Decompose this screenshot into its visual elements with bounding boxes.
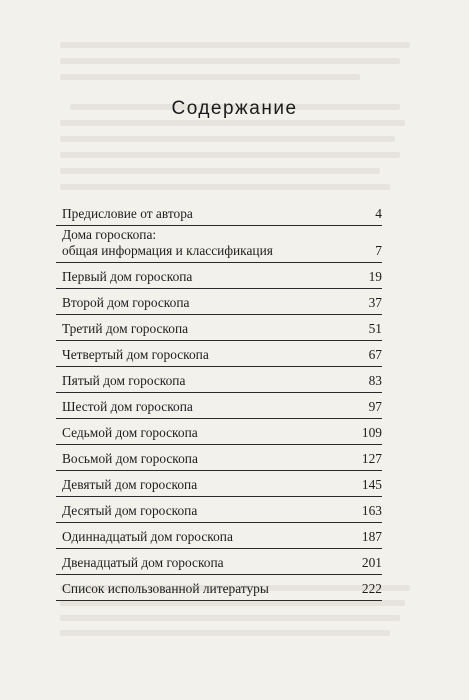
toc-entry-page: 7 — [375, 243, 382, 258]
toc-entry-page: 67 — [368, 347, 382, 362]
toc-entry-house-10[interactable] — [56, 497, 382, 523]
toc-entry-page: 37 — [368, 295, 382, 310]
toc-entry-label — [56, 227, 342, 262]
toc-entry-page: 127 — [361, 451, 382, 466]
toc-entry-label: Десятый дом гороскопа — [62, 503, 198, 518]
toc-entry-house-6[interactable] — [56, 393, 382, 419]
toc-entry-page: 97 — [368, 399, 382, 414]
toc-entry-page: 187 — [361, 529, 382, 544]
toc-entry-house-2[interactable] — [56, 289, 382, 315]
toc-entry-label: Девятый дом гороскопа — [62, 477, 198, 492]
toc-entry-houses-general[interactable] — [56, 226, 382, 263]
toc-entry-house-3[interactable] — [56, 315, 382, 341]
toc-entry-house-7[interactable] — [56, 419, 382, 445]
toc-entry-label-line1: Дома гороскопа: — [62, 227, 157, 242]
toc-entry-preface[interactable] — [56, 200, 382, 226]
toc-entry-label: Восьмой дом гороскопа — [62, 451, 198, 466]
toc-entry-bibliography[interactable] — [56, 575, 382, 601]
toc-entry-label: Пятый дом гороскопа — [62, 373, 186, 388]
toc-entry-house-1[interactable] — [56, 263, 382, 289]
page-title: Содержание — [171, 98, 298, 119]
table-of-contents — [56, 200, 382, 601]
toc-entry-label: Двенадцатый дом гороскопа — [62, 555, 224, 570]
toc-entry-house-8[interactable] — [56, 445, 382, 471]
toc-entry-label: Седьмой дом гороскопа — [62, 425, 198, 440]
toc-entry-label: Третий дом гороскопа — [62, 321, 189, 336]
toc-entry-label: Первый дом гороскопа — [62, 269, 193, 284]
toc-entry-page: 222 — [361, 581, 382, 596]
toc-entry-page: 19 — [368, 269, 382, 284]
toc-entry-label: Предисловие от автора — [62, 206, 193, 221]
toc-entry-label: Второй дом гороскопа — [62, 295, 190, 310]
toc-entry-page: 4 — [375, 206, 382, 221]
toc-entry-label: Шестой дом гороскопа — [62, 399, 193, 414]
toc-entry-house-9[interactable] — [56, 471, 382, 497]
toc-entry-house-12[interactable] — [56, 549, 382, 575]
toc-entry-page: 51 — [368, 321, 382, 336]
toc-entry-house-4[interactable] — [56, 341, 382, 367]
toc-entry-page: 109 — [361, 425, 382, 440]
toc-entry-label: Список использованной литературы — [62, 581, 269, 596]
toc-entry-house-11[interactable] — [56, 523, 382, 549]
toc-entry-page: 145 — [361, 477, 382, 492]
toc-entry-label-line2: общая информация и классификация — [62, 243, 273, 258]
toc-entry-page: 201 — [361, 555, 382, 570]
toc-entry-page: 163 — [361, 503, 382, 518]
toc-entry-label: Четвертый дом гороскопа — [62, 347, 209, 362]
toc-entry-page: 83 — [368, 373, 382, 388]
toc-entry-label: Одиннадцатый дом гороскопа — [62, 529, 233, 544]
toc-entry-house-5[interactable] — [56, 367, 382, 393]
